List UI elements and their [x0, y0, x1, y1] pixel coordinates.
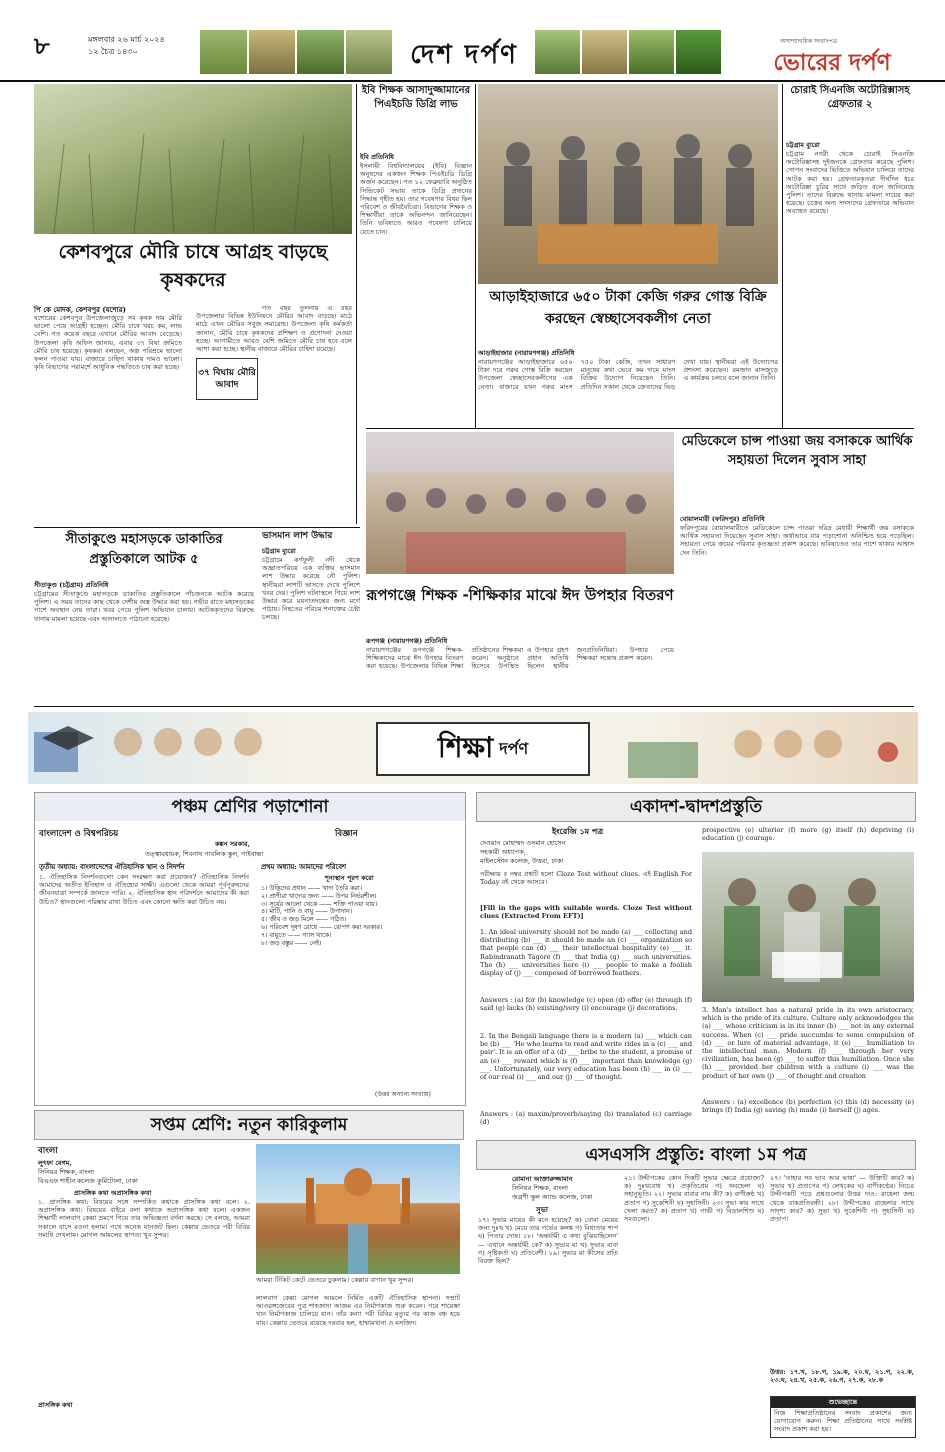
ssc-author-org: অগ্রণী স্কুল অ্যান্ড কলেজ, ঢাকা [512, 1193, 593, 1201]
banner-title-main: শিক্ষা [437, 730, 494, 764]
class5-fill-list [261, 885, 457, 947]
ssc-author: রোমানা আক্তারুজ্জামান [512, 1175, 573, 1183]
class5-fill-title: শূন্যস্থান পূরণ করো [325, 874, 374, 882]
araihazar-body: নারায়ণগঞ্জের আড়াইহাজারে ৬৫০ টাকা দরে গরুর গোস্ত বিক্রি করছেন উপজেলা স্বেচ্ছাসেবকলীগের এক নেতা। বাজারে যখন গরুর মাংস ৭৫০ টাকা কেজি, তখন সাধারণ মানুষের কথা ভেবে কম দামে মাংস বিক্রির উদ্যোগ নিয়েছেন তিনি। প্রতিদিন সকাল থেকে ক্রেতাদের ভিড় দেখা যায়। স্থানীয়রা এই উদ্যোগের প্রশংসা করেছেন। রমজান মাসজুড়ে এ কার্যক্রম চলবে বলে জানান তিনি। [478, 358, 778, 391]
lash-body: চট্টগ্রামে কর্ণফুলী নদী থেকে অজ্ঞাতপরিচয় এক ব্যক্তির ভাসমান লাশ উদ্ধার করেছে নৌ পুলিশ। স্থানীয়রা লাশটি ভাসতে দেখে পুলিশে খবর দেয়। পুলিশ ঘটনাস্থলে গিয়ে লাশ উদ্ধার করে ময়নাতদন্তের জন্য মর্গে পাঠায়। নিহতের পরিচয় শনাক্তের চেষ্টা চলছে। [262, 556, 360, 622]
masthead [0, 0, 945, 82]
fill-item: ৮। জড় বস্তুর —— নেই। [261, 939, 322, 947]
class11-section [476, 792, 916, 1132]
fill-item: ৪। মাটি, পানি ও বায়ু —— উপাদান। [261, 908, 352, 916]
sitakunda-byline: সীতাকুণ্ড (চট্টগ্রাম) প্রতিনিধি [34, 581, 109, 589]
class11-author: দেওয়ান মোহাম্মদ ওসমান হোসেন [480, 839, 566, 847]
class7-author-org: বিএএফ শাহীন কলেজ কুর্মিটোলা, ঢাকা [38, 1177, 138, 1185]
ssc-col3: ২৭। 'তাহার সব ভাব আর ভাষা' — উক্তিটি কার? ক) সুভার খ) প্রতাপের গ) লেখকের ঘ) বাণীকণ্ঠের। নিচের উদ্দীপকটি পড়ে প্রশ্নগুলোর উত্তর দাও: রাহেলা জন্ম থেকে বাকপ্রতিবন্ধী। ২৮। উদ্দীপকের রাহেলার সাথে সাদৃশ্য কার? ক) সুভা খ) সুকেশিনী গ) সুহাসিনী ঘ) প্রতাপ। [770, 1174, 914, 1224]
class5-section [34, 792, 466, 1106]
class7-body2: লালবাগ কেল্লা মোগল আমলে নির্মিত একটি ঐতিহাসিক স্থাপনা। সম্রাট আওরঙ্গজেবের পুত্র শাহজাদা আজম এর নির্মাণকাজ শুরু করেন। পরে শায়েস্তা খান নির্মাণকাজ চালিয়ে যান। তাঁর কন্যা পরী বিবির মৃত্যুর পর কাজ বন্ধ হয়ে যায়। কেল্লার ভেতরে রয়েছে দরবার হল, হাম্মামখানা ও মসজিদ। [256, 1294, 460, 1327]
date-bengali: ১২ চৈত্র ১৪৩০ [88, 47, 138, 56]
keshabpur-body-left: যশোরের কেশবপুর উপজেলাজুড়ে সব কৃষক দাম মৌরি ভালো পেয়ে আগ্রহী হচ্ছেন। মৌরি চাষে খরচ কম, লাভ বেশি। গত কয়েক বছরে এখানে মৌরির আবাদ বেড়েছে। উপজেলা কৃষি অফিস জানায়, এবার ৩৭ বিঘা জমিতে মৌরি চাষ হয়েছে। কৃষকরা বলছেন, অল্প পরিশ্রমে ভালো ফলন পাওয়া যায়। বাজারে চাহিদা থাকায় দামও ভালো। কৃষি বিভাগের পরামর্শে আধুনিক পদ্ধতিতে চাষ করা হচ্ছে। [34, 314, 182, 372]
class11-instruction: পরীক্ষায় ৫ নম্বর প্রশ্নটি হলো Cloze Test without clues. এই English For Today বই থেকে আসবে। [480, 870, 692, 887]
rupganj-headline: রূপগঞ্জে শিক্ষক -শিক্ষিকার মাঝে ঈদ উপহার বিতরণ [366, 586, 674, 604]
class11-a2: Answers : (a) maxim/proverb/saying (b) translated (c) carriage (d) [480, 1110, 692, 1127]
ssc-section [476, 1140, 916, 1440]
date-line [88, 34, 198, 58]
class7-author-role: সিনিয়র শিক্ষক, বাংলা [38, 1168, 95, 1176]
fill-item: ৩। সূর্যের আলো থেকে —— শক্তি পাওয়া যায়। [261, 900, 378, 908]
sitakunda-body: চট্টগ্রামের সীতাকুণ্ডে মহাসড়কে ডাকাতির প্রস্তুতিকালে পাঁচজনকে আটক করেছে পুলিশ। এ সময় তাদের কাছ থেকে দেশীয় অস্ত্র উদ্ধার করা হয়। গভীর রাতে মহাসড়কের পাশে অবস্থান নেয় তারা। খবর পেয়ে পুলিশ অভিযান চালায়। আটককৃতদের বিরুদ্ধে থানায় মামলা হয়েছে এবং আদালতে পাঠানো হয়েছে। [34, 590, 254, 623]
ssc-notice-text: নিজ শিক্ষাপ্রতিষ্ঠানের সংবাদ প্রকাশের জন্য যোগাযোগ করুন। শিক্ষা প্রতিষ্ঠানের সাথে সংশ্লিষ্ট সংবাদ প্রকাশ করা হয়। [774, 1409, 912, 1434]
class7-author: লুৎফা বেগম, [38, 1159, 72, 1167]
meat-sale-illustration [478, 84, 778, 284]
lash-byline: চট্টগ্রাম ব্যুরো [262, 547, 296, 555]
eid-gift-photo [366, 432, 674, 574]
class7-sub1: প্রাসঙ্গিক কথা অপ্রাসঙ্গিক কথা [74, 1189, 152, 1197]
ssc-col2: ২১। উদ্দীপকের কোন দিকটি সুভার ক্ষেত্রে প্রযোজ্য? ক) দুঃখবোধ খ) প্রকৃতিপ্রেম গ) অবহেলা ঘ) সহানুভূতি। ২২। সুভার বাবার নাম কী? ক) বাণীকণ্ঠ খ) প্রতাপ গ) সুকেশিনী ঘ) সুহাসিনী। ২৩। সুভা কার সাথে খেলা করত? ক) প্রতাপ খ) গাভী গ) বিড়ালশিশু ঘ) সবগুলো। [624, 1174, 764, 1224]
ssc-answers: উত্তর: ১৭.খ, ১৮.গ, ১৯.ক, ২০.ঘ, ২১.গ, ২২.ক, ২৩.ঘ, ২৪.খ, ২৫.ক, ২৬.গ, ২৭.ক, ২৮.ক [770, 1368, 914, 1385]
fill-item: ৭। বায়ুতে —— গ্যাস থাকে। [261, 931, 332, 939]
ibi-byline: ইবি প্রতিনিধি [360, 153, 394, 161]
class7-sub2: প্রাসঙ্গিক কথা [38, 1401, 73, 1409]
fill-item: ১। উদ্ভিদের প্রধান —— খাদ্য তৈরি করা। [261, 885, 362, 892]
class11-author-role: সহকারী অধ্যাপক, [480, 848, 526, 856]
class11-answers-cont: prospective (e) ulterior (f) more (g) itself (h) depriving (i) education (j) courage. [702, 826, 914, 843]
education-banner-title [376, 722, 590, 776]
fill-item: ২। প্রাণীরা খাদ্যের জন্য —— উপর নির্ভরশীল। [261, 892, 377, 900]
banner-title-sub: দর্পণ [499, 738, 529, 758]
class7-subject: বাংলা [38, 1146, 58, 1156]
choraai-body: চট্টগ্রাম নগরী থেকে চোরাই সিএনজি অটোরিক্সাসহ দুইজনকে গ্রেফতার করেছে পুলিশ। গোপন সংবাদের ভিত্তিতে অভিযান চালিয়ে তাদের আটক করা হয়। গ্রেফতারকৃতরা দীর্ঘদিন ধরে অটোরিক্সা চুরির সাথে জড়িত বলে জানিয়েছে পুলিশ। তাদের বিরুদ্ধে থানায় মামলা দায়ের করা হয়েছে। চক্রের অন্য সদস্যদের গ্রেফতারে অভিযান অব্যাহত রয়েছে। [786, 150, 914, 216]
class7-caption: আমরা টিকিট কেটে ভেতরে ঢুকলাম। কেল্লার বাগান খুব সুন্দর। [256, 1276, 414, 1284]
sitakunda-headline: সীতাকুণ্ডে মহাসড়কে ডাকাতির প্রস্তুতিকালে আটক ৫ [65, 532, 223, 567]
ibi-headline: ইবি শিক্ষক আসাদুজ্জামানের পিএইচডি ডিগ্রি লাভ [361, 85, 471, 110]
page-number: ৮ [34, 32, 50, 60]
class5-subject-right: বিজ্ঞান [335, 829, 358, 839]
paper-logo: ভোরের দর্পণ [773, 50, 891, 76]
keshabpur-headline: কেশবপুরে মৌরি চাষে আগ্রহ বাড়ছে কৃষকদের [58, 241, 328, 291]
paper-tagline: অসাম্প্রদায়িক সংবাদপত্র [780, 38, 838, 45]
students-reading-photo [702, 852, 914, 1002]
students-illustration [702, 852, 914, 1002]
class11-author-org: মাইলস্টোন কলেজ, উত্তরা, ঢাকা [480, 857, 564, 865]
column-rule [356, 84, 357, 524]
section-title: দেশ দর্পণ [410, 40, 518, 70]
class11-a1: Answers : (a) for (b) knowledge (c) open (d) offer (e) through (f) said (g) lacks (h) existing/very (i) encourage (j) decorations. [480, 996, 692, 1013]
pull-quote-text: ৩৭ বিঘায় মৌরি আবাদ [198, 368, 256, 390]
class5-credit: (উত্তর অন্যান্য সংখ্যায়) [375, 1091, 431, 1098]
class11-title: একাদশ-দ্বাদশপ্রস্তুতি [476, 792, 916, 822]
fort-illustration [256, 1144, 460, 1274]
araihazar-byline: আড়াইহাজার (নারায়ণগঞ্জ) প্রতিনিধি [478, 349, 575, 357]
medical-body: ফরিদপুরের বোয়ালমারীতে মেডিকেলে চান্স পাওয়া দরিদ্র মেধাবী শিক্ষার্থী জয় বসাককে আর্থিক সহায়তা দিয়েছেন সুবাস সাহা। অর্থাভাবে যার পড়াশোনা অনিশ্চিত হয়ে পড়েছিল। সহায়তা পেয়ে জয়ের পরিবার কৃতজ্ঞতা প্রকাশ করেছে। ভবিষ্যতেও তার পাশে থাকার আশ্বাস দেন তিনি। [680, 524, 914, 557]
araihazar-headline: আড়াইহাজারে ৬৫০ টাকা কেজি গরুর গোস্ত বিক্রি করছেন স্বেচ্ছাসেবকলীগ নেতা [489, 289, 767, 327]
date-gregorian: মঙ্গলবার ২৬ মার্চ ২০২৪ [88, 35, 165, 44]
ssc-title: এসএসসি প্রস্তুতি: বাংলা ১ম পত্র [476, 1140, 916, 1170]
medical-headline: মেডিকেলে চান্স পাওয়া জয় বসাককে আর্থিক সহায়তা দিলেন সুবাস সাহা [681, 434, 913, 468]
class7-section [34, 1110, 464, 1440]
class5-author-info: তত্ত্বাবধায়ক, শিবনাথ পাবলিক স্কুল, গাইবান্ধা [145, 850, 264, 858]
lalbagh-fort-photo [256, 1144, 460, 1274]
class11-q3: 3. Man's intellect has a natural pride in its own aristocracy, which is the pride of its culture. Culture only acknowledges the (a) ___ whose criticism is in its inner (b) ___ not in any external success. When (c) ___ pride succumbs to some compulsion of (d) ___ or lure of material advantage, it (e) ___ humiliation to the intellectual man. Modern (f) ___ through her very civilization, has been (g) ___ to suffer this humiliation. Once she (h) ___ provided her children with a culture (i) ___ was the product of her own (j) ___ of thought and creation [702, 1006, 914, 1080]
rupganj-byline: রূপগঞ্জ (নারায়ণগঞ্জ) প্রতিনিধি [366, 637, 448, 645]
class7-title: সপ্তম শ্রেণি: নতুন কারিকুলাম [34, 1110, 464, 1140]
class5-body-left: ১. ঐতিহাসিক নিদর্শনগুলো কেন সংরক্ষণ করা প্রয়োজন? ঐতিহাসিক নিদর্শন আমাদের অতীত ইতিহাস ও ঐতিহ্যের সাক্ষী। এগুলো থেকে আমরা পূর্বপুরুষদের জীবনযাত্রা সম্পর্কে জানতে পারি। ২. ঐতিহাসিক স্থান পরিদর্শনে আমাদের কী করা উচিত? স্থানগুলো পরিষ্কার রাখা উচিত এবং কোনো ক্ষতি করা উচিত নয়। [39, 873, 249, 906]
class11-a3: Answers : (a) excellence (b) perfection (c) this (d) necessity (e) brings (f) India (g) saving (h) made (i) herself (j) ages. [702, 1098, 914, 1115]
fill-item: ৫। জীব ও জড় মিলে —— গঠিত। [261, 916, 347, 924]
class11-q2: 2. In the Bengali language there is a modern (a) ___ which can be (b) ___ 'He who learns to read and write rides in a (c) ___ and pair'. It is an offer of a (d) ___ bribe to the student, a promise of an (e) ___ reward which is (f) ___ important than knowledge (g) ___. Unfortunately, our very education has been (h) ___ in (i) ___ of our real (i) ___ and our (j) ___ of thought. [480, 1032, 692, 1082]
rupganj-body: নারায়ণগঞ্জের রূপগঞ্জে শিক্ষক-শিক্ষিকাদের মাঝে ঈদ উপহার বিতরণ করা হয়েছে। উপজেলার বিভিন্ন শিক্ষা প্রতিষ্ঠানের শিক্ষকরা এ উপহার গ্রহণ করেন। অনুষ্ঠানে প্রধান অতিথি হিসেবে উপস্থিত ছিলেন স্থানীয় জনপ্রতিনিধিরা। উপহার পেয়ে শিক্ষকরা সন্তোষ প্রকাশ করেন। [366, 646, 674, 671]
keshabpur-body-right: গত বছর তুলনায় এ বছর উপজেলার বিভিন্ন ইউনিয়নে মৌরির আবাদ বাড়ছে। মাঠে মাঠে এখন মৌরির সবুজ সমারোহ। উপজেলা কৃষি কর্মকর্তা জানান, মৌরি চাষে কৃষকদের প্রশিক্ষণ ও প্রণোদনা দেওয়া হচ্ছে। আগামীতে আরও বেশি জমিতে মৌরি চাষ হবে বলে আশা করা হচ্ছে। স্থানীয় বাজারে মৌরির চাহিদা রয়েছে। [196, 304, 352, 354]
ssc-col1: ১৭। সুভার মায়ের কী মনে হয়েছে? ক) বোবা মেয়ের জন্য দুঃখ খ) মেয়ে তার গর্ভের কলঙ্ক গ) বিধাতার শাপ ঘ) পিতার দোষ। ১৮। 'অন্তর্যামী এ কথা বুঝিয়াছিলেন' — এখানে অন্তর্যামী কে? ক) সুভার মা খ) সুভার বাবা গ) সৃষ্টিকর্তা ঘ) প্রতিবেশী। ১৯। সুভার মা কীসের প্রতি বিরক্ত ছিল? [478, 1216, 618, 1266]
row-rule [34, 527, 360, 528]
keshabpur-byline: পি কে মোদক, কেশবপুর (যশোর) [34, 305, 126, 314]
class11-q1: 1. An ideal university should not be made (a) ___ collecting and distributing (b) ___ it should be made an (c) ___ organization so that people can (d) ___ their intellectual hospitality (e) ___ it. Rabindranath Tagore (f) ___ that India (g) ___ such universities. The (h) ___ universities here (i) ___ people to make a foolish display of (j) ___ composed of borrowed feathers. [480, 928, 692, 978]
fennel-field-illustration [34, 84, 352, 234]
lash-headline: ভাসমান লাশ উদ্ধার [262, 531, 333, 541]
eid-gift-illustration [366, 432, 674, 574]
ssc-sub: সুভা [536, 1205, 548, 1214]
class11-subject: ইংরেজি ১ম পত্র [552, 826, 604, 836]
fill-item: ৬। পরিবেশ দূষণ রোধে —— রোপণ করা দরকার। [261, 923, 383, 931]
ibi-body: ইসলামী বিশ্ববিদ্যালয়ের (ইবি) বিজ্ঞান অনুষদের একজন শিক্ষক পিএইচডি ডিগ্রি অর্জন করেছেন। গত ১২ ফেব্রুয়ারি অনুষ্ঠিত সিন্ডিকেট সভায় তাকে ডিগ্রি প্রদানের সিদ্ধান্ত গৃহীত হয়। তার গবেষণার বিষয় ছিল পরিবেশ ও জীববৈচিত্র্য। বিভাগের শিক্ষক ও শিক্ষার্থীরা তাকে অভিনন্দন জানিয়েছেন। তিনি ভবিষ্যতে আরও গবেষণা চালিয়ে যেতে চান। [360, 162, 472, 236]
education-banner [28, 712, 918, 784]
row-rule [366, 428, 914, 429]
class7-body1: ১. প্রাসঙ্গিক কথা: বিষয়ের সঙ্গে সম্পর্কিত কথাকে প্রাসঙ্গিক কথা বলে। ২. অপ্রাসঙ্গিক কথা: বিষয়ের বাইরে বলা কথাকে অপ্রাসঙ্গিক কথা বলে। একজন শিক্ষার্থী লালবাগ কেল্লা ভ্রমণে গিয়ে তার অভিজ্ঞতা বর্ণনা করছে। সে বলছে, আমরা সকালে বাসে রওনা হলাম। পথে অনেক যানজট ছিল। কেল্লার ভেতরে পরী বিবির সমাধি দেখলাম। মোগল আমলের স্থাপত্য খুব সুন্দর। [38, 1198, 250, 1239]
class5-subject-left: বাংলাদেশ ও বিশ্বপরিচয় [39, 829, 119, 839]
class5-author: কঙ্কন সরকার, [215, 840, 250, 848]
row-rule [34, 706, 914, 707]
class5-chapter-left: তৃতীয় অধ্যায়: বাংলাদেশের ঐতিহাসিক স্থান ও নিদর্শন [39, 863, 185, 871]
choraai-byline: চট্টগ্রাম ব্যুরো [786, 141, 820, 149]
class5-title: পঞ্চম শ্রেণির পড়াশোনা [35, 793, 465, 821]
masthead-photo-strip-left [200, 30, 392, 74]
ssc-author-role: সিনিয়র শিক্ষক, বাংলা [512, 1184, 569, 1192]
class11-heading: [Fill in the gaps with suitable words. Cloze Test without clues (Extracted From EFT)] [480, 904, 692, 921]
meat-sale-photo [478, 84, 778, 284]
fennel-field-photo [34, 84, 352, 234]
class5-chapter-right: প্রথম অধ্যায়: আমাদের পরিবেশ [261, 863, 347, 871]
ssc-notice-box [770, 1396, 916, 1438]
column-rule [475, 84, 476, 428]
column-rule [782, 84, 783, 428]
choraai-headline: চোরাই সিএনজি অটোরিক্সাসহ গ্রেফতার ২ [790, 85, 910, 110]
medical-byline: বোয়ালমারী (ফরিদপুর) প্রতিনিধি [680, 515, 765, 523]
ssc-notice-title: শুভেচ্ছান্তে [771, 1397, 915, 1408]
masthead-photo-strip-right [535, 30, 721, 74]
